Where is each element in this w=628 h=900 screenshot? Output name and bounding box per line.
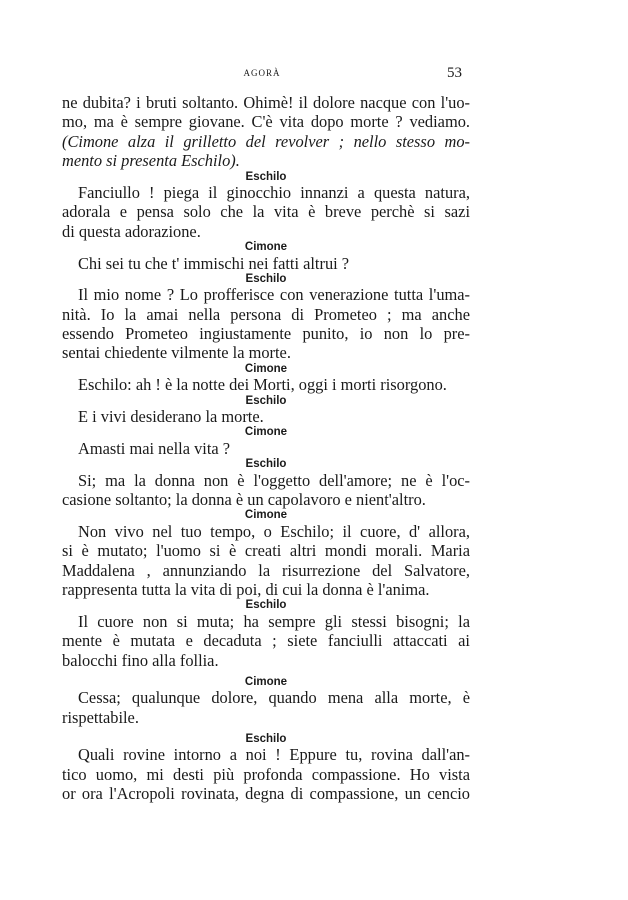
- dialogue-paragraph: [62, 375, 470, 394]
- text-line: or ora l'Acropoli rovinata, degna di compassione, un cencio: [62, 784, 470, 804]
- speaker-name: Eschilo: [245, 170, 287, 183]
- text-line: Fanciullo ! piega il ginocchio innanzi a questa natura,: [78, 182, 470, 202]
- page-text: [62, 93, 470, 804]
- text-line: Il cuore non si muta; ha sempre gli stessi bisogni; la: [78, 611, 470, 631]
- speaker-name: Cimone: [244, 241, 288, 254]
- dialogue-paragraph: [62, 471, 470, 510]
- text-line: adorala e pensa solo che la vita è breve perchè si sazi: [62, 202, 470, 222]
- dialogue-paragraph: [62, 612, 470, 670]
- dialogue-paragraph: [62, 254, 470, 273]
- stage-direction-line: mento si presenta Eschilo).: [62, 151, 240, 171]
- text-line: Eschilo: ah ! è la notte dei Morti, oggi i morti risorgono.: [78, 375, 447, 395]
- dialogue-paragraph: [62, 745, 470, 803]
- text-line: balocchi fino alla follia.: [62, 650, 219, 670]
- text-line: essendo Prometeo ingiustamente punito, io non lo pre-: [62, 324, 470, 344]
- page-number: 53: [447, 65, 462, 81]
- stage-direction-line: (Cimone alza il grilletto del revolver ; nello stesso mo-: [62, 131, 470, 151]
- speaker-name: Cimone: [244, 426, 288, 439]
- text-line: tico uomo, mi desti più profonda compassione. Ho vista: [62, 764, 470, 784]
- text-line: rispettabile.: [62, 707, 139, 727]
- page-header: [62, 65, 462, 88]
- text-line: Quali rovine intorno a noi ! Eppure tu, rovina dall'an-: [78, 745, 470, 765]
- dialogue-paragraph: [62, 285, 470, 363]
- text-line: Si; ma la donna non è l'oggetto dell'amore; ne è l'oc-: [78, 470, 470, 490]
- text-line: nità. Io la amai nella persona di Prometeo ; ma anche: [62, 304, 470, 324]
- text-line: di questa adorazione.: [62, 221, 201, 241]
- text-line: Chi sei tu che t' immischi nei fatti altrui ?: [78, 253, 350, 273]
- text-line: Maddalena , annunziando la risurrezione del Salvatore,: [62, 560, 470, 580]
- speaker-name: Eschilo: [245, 394, 287, 407]
- speaker-name: Cimone: [244, 675, 288, 688]
- text-line: E i vivi desiderano la morte.: [78, 407, 264, 427]
- text-line: rappresenta tutta la vita di poi, di cui la donna è l'anima.: [62, 579, 430, 599]
- text-line: Il mio nome ? Lo profferisce con venerazione tutta l'uma-: [78, 285, 470, 305]
- text-line: si è mutato; l'uomo si è creati altri mondi morali. Maria: [62, 541, 470, 561]
- dialogue-paragraph: [62, 522, 470, 600]
- dialogue-paragraph: [62, 688, 470, 727]
- dialogue-paragraph: [62, 439, 470, 458]
- speaker-name: Eschilo: [245, 272, 287, 285]
- speaker-name: Cimone: [244, 362, 288, 375]
- text-line: ne dubita? i bruti soltanto. Ohimè! il dolore nacque con l'uo-: [62, 93, 470, 112]
- dialogue-paragraph: [62, 183, 470, 241]
- speaker-name: Cimone: [244, 509, 288, 522]
- text-line: mente è mutata e decaduta ; siete fanciulli attaccati ai: [62, 631, 470, 651]
- speaker-name: Eschilo: [245, 733, 287, 746]
- text-line: Non vivo nel tuo tempo, o Eschilo; il cuore, d' allora,: [78, 521, 470, 541]
- speaker-name: Eschilo: [245, 599, 287, 612]
- dialogue-paragraph: [62, 93, 470, 171]
- text-line: mo, ma è sempre giovane. C'è vita dopo morte ? vediamo.: [62, 112, 470, 132]
- text-line: casione soltanto; la donna è un capolavoro e nient'altro.: [62, 489, 426, 509]
- text-line: Amasti mai nella vita ?: [78, 438, 231, 458]
- dialogue-paragraph: [62, 407, 470, 426]
- speaker-name: Eschilo: [245, 458, 287, 471]
- running-head: AGORÀ: [243, 68, 281, 78]
- text-line: sentai chiedente vilmente la morte.: [62, 343, 291, 363]
- text-line: Cessa; qualunque dolore, quando mena alla morte, è: [78, 688, 470, 708]
